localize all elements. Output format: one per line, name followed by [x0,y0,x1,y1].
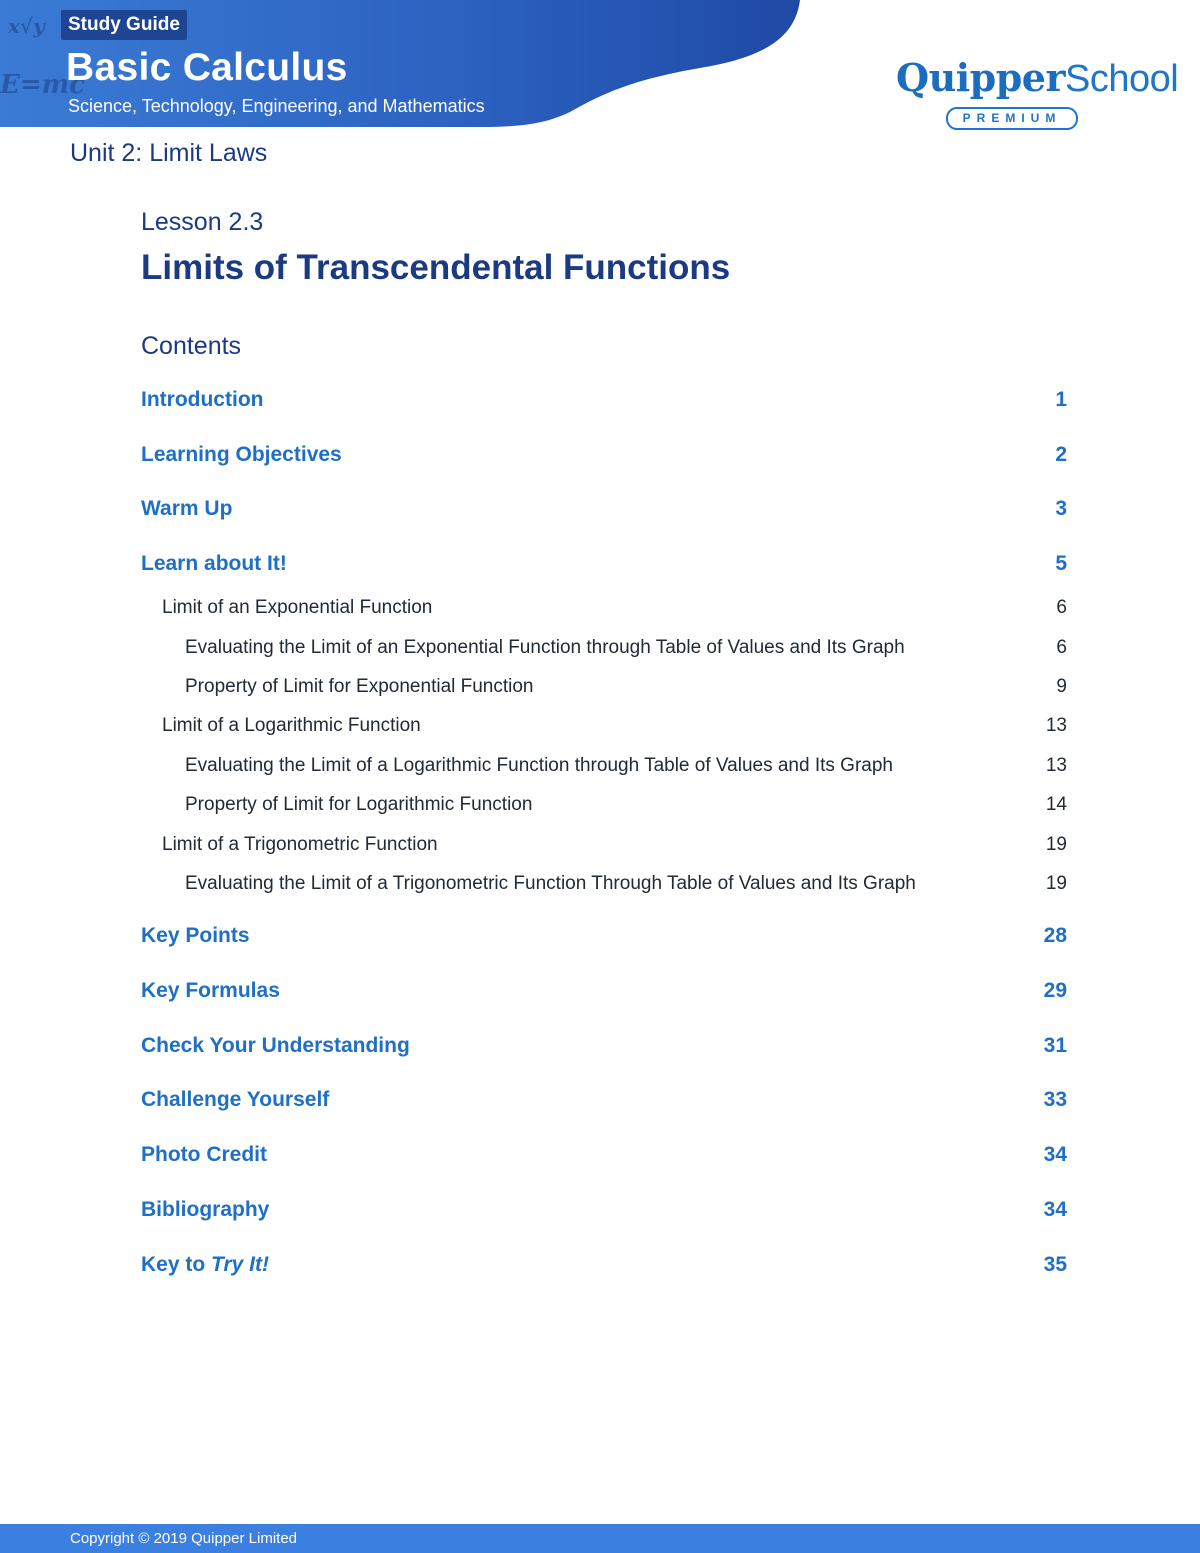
formula-decoration: E=mc [0,70,85,100]
toc-entry-label: Learning Objectives [141,443,342,466]
toc-entry-page: 3 [1055,497,1067,520]
toc-entry-label: Key Points [141,924,250,947]
lesson-number: Lesson 2.3 [141,208,264,236]
toc-entry-page: 19 [1045,834,1067,855]
lesson-title: Limits of Transcendental Functions [141,248,731,287]
toc-subentry[interactable] [0,832,1200,862]
toc-entry-label: Learn about It! [141,552,287,575]
contents-heading: Contents [141,332,242,360]
toc-entry-page: 14 [1045,794,1067,815]
toc-entry[interactable] [0,1086,1200,1116]
toc-entry-label: Limit of a Logarithmic Function [162,715,421,736]
logo-name-part1: Quipper [896,55,1066,100]
toc-entry-label: Key Formulas [141,979,280,1002]
toc-entry-page: 5 [1055,552,1067,575]
toc-entry-page: 34 [1043,1143,1067,1166]
toc-subentry[interactable] [0,674,1200,704]
toc-entry-label: Check Your Understanding [141,1034,410,1057]
toc-entry[interactable] [0,922,1200,952]
toc-entry[interactable] [0,1141,1200,1171]
toc-entry-label: Challenge Yourself [141,1088,330,1111]
copyright-text: Copyright © 2019 Quipper Limited [70,1530,298,1547]
toc-entry-label: Photo Credit [141,1143,267,1166]
toc-entry[interactable] [0,386,1200,416]
toc-entry-label: Evaluating the Limit of a Trigonometric Function Through Table of Values and Its Graph [185,873,916,894]
toc-subentry[interactable] [0,595,1200,625]
toc-entry-page: 6 [1056,597,1067,618]
toc-entry[interactable] [0,1032,1200,1062]
study-guide-badge: Study Guide [61,10,187,40]
toc-entry-page: 34 [1043,1198,1067,1221]
toc-entry-page: 9 [1056,676,1067,697]
toc-entry-label-emphasis: Try It! [211,1253,269,1276]
toc-subentry[interactable] [0,753,1200,783]
toc-entry-page: 1 [1055,388,1067,411]
logo-name-part2: School [1065,58,1179,100]
toc-entry-page: 13 [1045,755,1067,776]
toc-entry-label [141,1251,269,1279]
quipper-school-logo [896,56,1178,101]
toc-entry-label: Limit of a Trigonometric Function [162,834,438,855]
toc-entry[interactable] [0,1196,1200,1226]
toc-entry[interactable] [0,977,1200,1007]
toc-entry-label: Introduction [141,388,264,411]
footer-bar [0,1524,1200,1553]
toc-entry[interactable] [0,1251,1200,1281]
toc-entry-page: 31 [1043,1034,1067,1057]
toc-entry-label: Limit of an Exponential Function [162,597,433,618]
premium-badge: PREMIUM [946,107,1078,130]
unit-title: Unit 2: Limit Laws [70,139,268,167]
toc-entry-label: Property of Limit for Exponential Function [185,676,534,697]
toc-entry[interactable] [0,550,1200,580]
toc-subentry[interactable] [0,871,1200,901]
toc-entry-page: 33 [1043,1088,1067,1111]
toc-entry-label-prefix: Key to [141,1253,212,1276]
toc-entry-page: 29 [1043,979,1067,1002]
toc-entry-page: 19 [1045,873,1067,894]
toc-entry[interactable] [0,495,1200,525]
toc-entry-page: 6 [1056,637,1067,658]
toc-entry-label: Property of Limit for Logarithmic Function [185,794,533,815]
toc-entry-page: 35 [1043,1253,1067,1276]
course-subtitle: Science, Technology, Engineering, and Mathematics [68,96,485,116]
toc-entry-label: Evaluating the Limit of an Exponential Function through Table of Values and Its Graph [185,637,905,658]
toc-entry-page: 13 [1045,715,1067,736]
toc-subentry[interactable] [0,792,1200,822]
toc-subentry[interactable] [0,713,1200,743]
toc-entry-label: Evaluating the Limit of a Logarithmic Function through Table of Values and Its Graph [185,755,893,776]
toc-subentry[interactable] [0,635,1200,665]
formula-decoration: x√y [8,14,45,38]
toc-entry[interactable] [0,441,1200,471]
toc-entry-label: Bibliography [141,1198,270,1221]
course-title: Basic Calculus [66,46,348,89]
toc-entry-page: 2 [1055,443,1067,466]
toc-entry-page: 28 [1043,924,1067,947]
toc-entry-label: Warm Up [141,497,233,520]
